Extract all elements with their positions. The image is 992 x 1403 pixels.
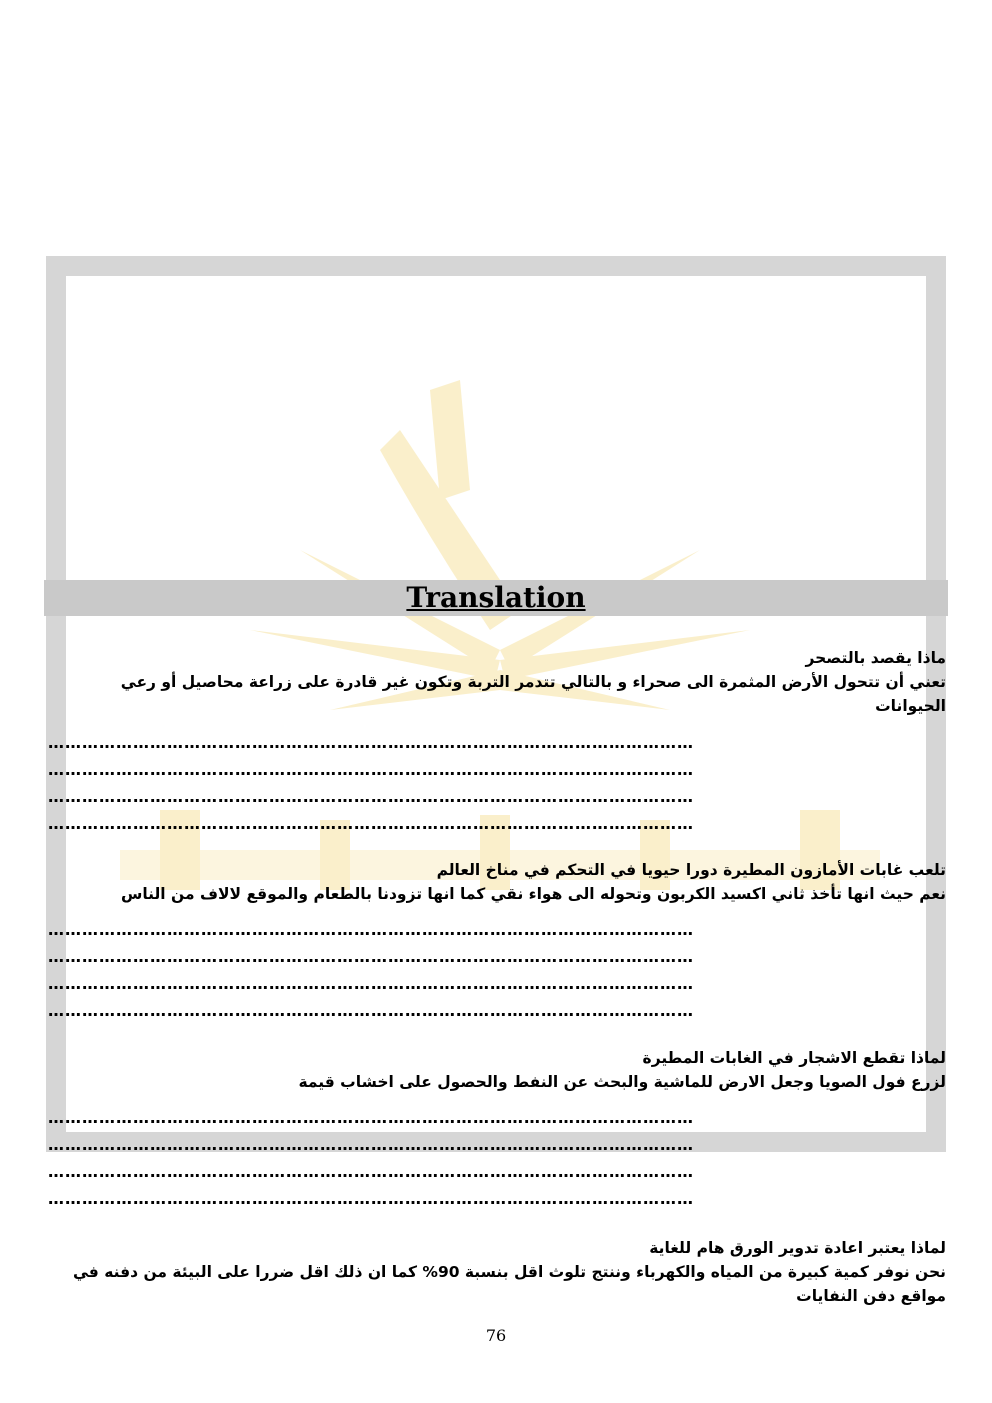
dotted-line: …………………………………………………………………………………………………… [48, 1110, 694, 1126]
dotted-line: …………………………………………………………………………………………………… [48, 976, 694, 992]
question-1: ماذا يقصد بالتصحر [805, 649, 946, 667]
answer-4-line-2: مواقع دفن النفايات [796, 1287, 946, 1305]
title-bar [44, 580, 948, 616]
section-2 [121, 858, 946, 906]
answer-3-line-1: لزرع فول الصويا وجعل الارض للماشية والبحث عن النفط والحصول على اخشاب قيمة [298, 1073, 946, 1091]
answer-4-line-1: نحن نوفر كمية كبيرة من المياه والكهرباء وننتج تلوث اقل بنسبة 90% كما ان ذلك اقل ضررا على البيئة من دفنه في [72, 1263, 946, 1281]
dotted-line: …………………………………………………………………………………………………… [48, 735, 694, 751]
answer-1-line-2: الحيوانات [875, 697, 946, 715]
dotted-line: …………………………………………………………………………………………………… [48, 762, 694, 778]
question-3: لماذا تقطع الاشجار في الغابات المطيرة [642, 1049, 946, 1067]
dotted-line: …………………………………………………………………………………………………… [48, 949, 694, 965]
answer-2-line-1: نعم حيث انها تأخذ ثاني اكسيد الكربون وتحوله الى هواء نقي كما انها تزودنا بالطعام والموقع لالاف من الناس [120, 885, 946, 903]
question-2: تلعب غابات الأمازون المطيرة دورا حيويا في التحكم في مناخ العالم [436, 861, 946, 879]
dotted-line: …………………………………………………………………………………………………… [48, 1137, 694, 1153]
page-title: Translation [406, 581, 586, 614]
page-number: 76 [485, 1326, 507, 1345]
answer-1-line-1: تعني أن تتحول الأرض المثمرة الى صحراء و بالتالي تتدمر التربة وتكون غير قادرة على زراعة محاصيل أو رعي [120, 673, 946, 691]
dotted-line: …………………………………………………………………………………………………… [48, 1191, 694, 1207]
dotted-line: …………………………………………………………………………………………………… [48, 1003, 694, 1019]
section-1 [121, 646, 946, 718]
section-3 [299, 1046, 946, 1094]
section-4 [73, 1236, 946, 1308]
dotted-line: …………………………………………………………………………………………………… [48, 816, 694, 832]
dotted-line: …………………………………………………………………………………………………… [48, 1164, 694, 1180]
dotted-line: …………………………………………………………………………………………………… [48, 789, 694, 805]
question-4: لماذا يعتبر اعادة تدوير الورق هام للغاية [649, 1239, 946, 1257]
dotted-line: …………………………………………………………………………………………………… [48, 922, 694, 938]
